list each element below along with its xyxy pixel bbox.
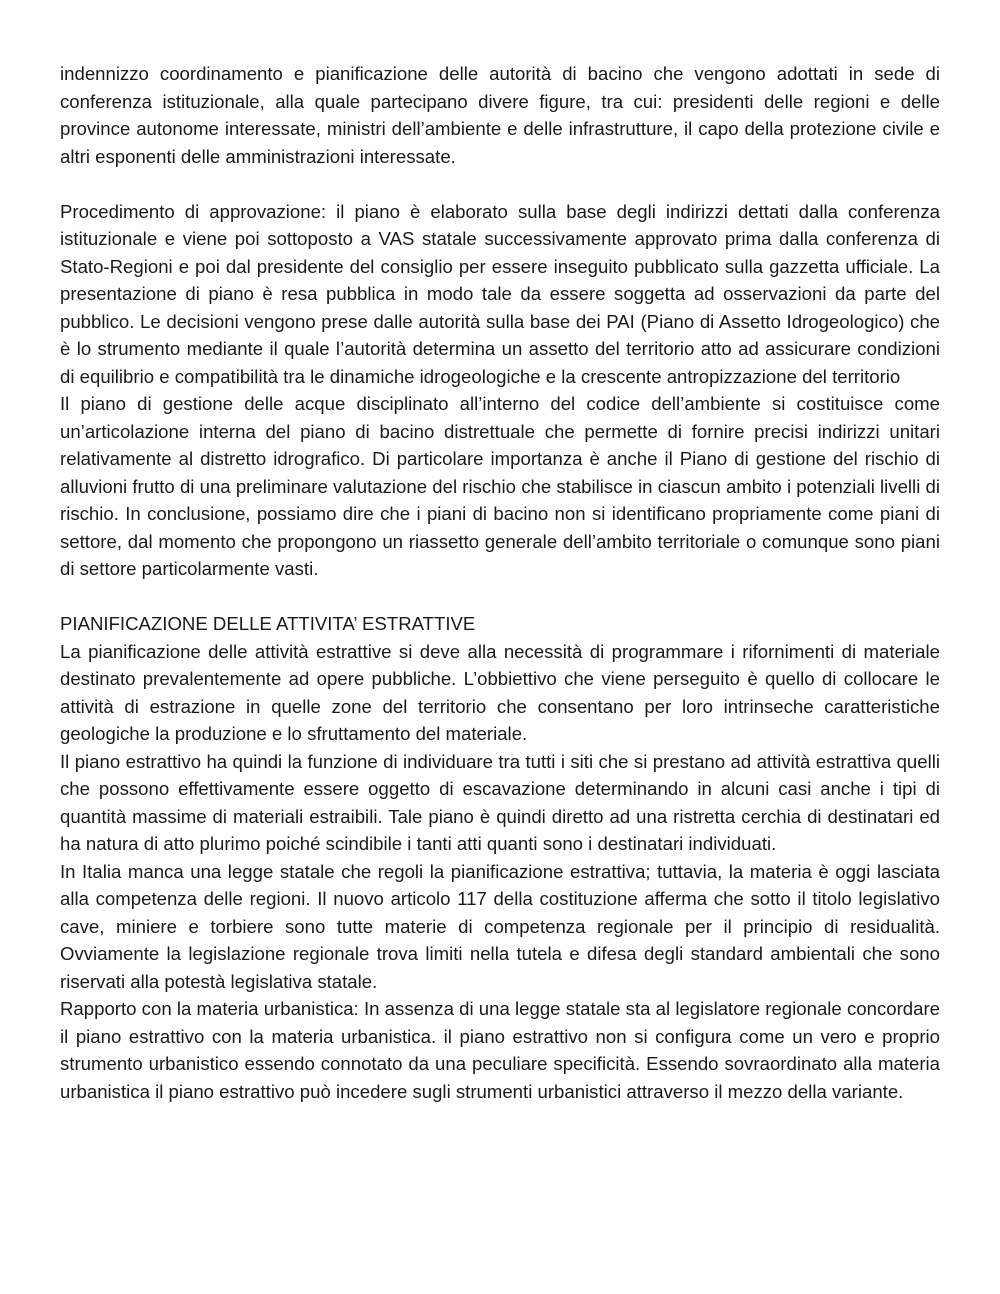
section-heading: PIANIFICAZIONE DELLE ATTIVITA’ ESTRATTIVE	[60, 613, 476, 634]
paragraph-extraction-plan-function: Il piano estrattivo ha quindi la funzione di individuare tra tutti i siti che si prestano ad attività estrattiva quelli che possono effettivamente essere oggetto di escavazione determinando in alcuni casi anche i tipi di quantità massime di materiali estraibili. Tale piano è quindi diretto ad una ristretta cerchia di destinatari ed ha natura di atto plurimo poiché scindibile i tanti atti quanti sono i destinatari individuati.	[60, 750, 940, 854]
paragraph-urban-planning-relation: Rapporto con la materia urbanistica: In assenza di una legge statale sta al legislatore regionale concordare il piano estrattivo con la materia urbanistica. il piano estrattivo non si configura come un vero e proprio strumento urbanistico essendo connotato da una peculiare specificità. Essendo sovraordinato alla materia urbanistica il piano estrattivo può incedere sugli strumenti urbanistici attraverso il mezzo della variante.	[60, 998, 940, 1102]
paragraph-extraction-planning: La pianificazione delle attività estrattive si deve alla necessità di programmare i rifornimenti di materiale destinato prevalentemente ad opere pubbliche. L’obbiettivo che viene perseguito è quello di collocare le attività di estrazione in quelle zone del territorio che consentano per loro intrinseche caratteristiche geologiche la produzione e lo sfruttamento del materiale.	[60, 640, 940, 744]
paragraph-spacer	[60, 583, 940, 611]
paragraph-spacer	[60, 170, 940, 198]
paragraph-italian-legislation: In Italia manca una legge statale che regoli la pianificazione estrattiva; tuttavia, la materia è oggi lasciata alla competenza delle regioni. Il nuovo articolo 117 della costituzione afferma che sotto il titolo legislativo cave, miniere e torbiere sono tutte materie di competenza regionale per il principio di residualità. Ovviamente la legislazione regionale trova limiti nella tutela e difesa degli standard ambientali che sono riservati alla potestà legislativa statale.	[60, 860, 940, 992]
paragraph-authority-planning: indennizzo coordinamento e pianificazione delle autorità di bacino che vengono adottati in sede di conferenza istituzionale, alla quale partecipano divere figure, tra cui: presidenti delle regioni e delle province autonome interessate, ministri dell’ambiente e delle infrastrutture, il capo della protezione civile e altri esponenti delle amministrazioni interessate.	[60, 63, 940, 167]
paragraph-approval-procedure: Procedimento di approvazione: il piano è elaborato sulla base degli indirizzi dettati dalla conferenza istituzionale e viene poi sottoposto a VAS statale successivamente approvato prima dalla conferenza di Stato-Regioni e poi dal presidente del consiglio per essere inseguito pubblicato sulla gazzetta ufficiale. La presentazione di piano è resa pubblica in modo tale da essere soggetta ad osservazioni da parte del pubblico. Le decisioni vengono prese dalle autorità sulla base dei PAI (Piano di Assetto Idrogeologico) che è lo strumento mediante il quale l’autorità determina un assetto del territorio atto ad assicurare condizioni di equilibrio e compatibilità tra le dinamiche idrogeologiche e la crescente antropizzazione del territorio	[60, 200, 940, 387]
document-page	[60, 60, 940, 1105]
paragraph-water-management: Il piano di gestione delle acque disciplinato all’interno del codice dell’ambiente si costituisce come un’articolazione interna del piano di bacino distrettuale che permette di fornire precisi indirizzi unitari relativamente al distretto idrografico. Di particolare importanza è anche il Piano di gestione del rischio di alluvioni frutto di una preliminare valutazione del rischio che stabilisce in ciascun ambito i potenziali livelli di rischio. In conclusione, possiamo dire che i piani di bacino non si identificano propriamente come piani di settore, dal momento che propongono un riassetto generale dell’ambito territoriale o comunque sono piani di settore particolarmente vasti.	[60, 393, 940, 579]
